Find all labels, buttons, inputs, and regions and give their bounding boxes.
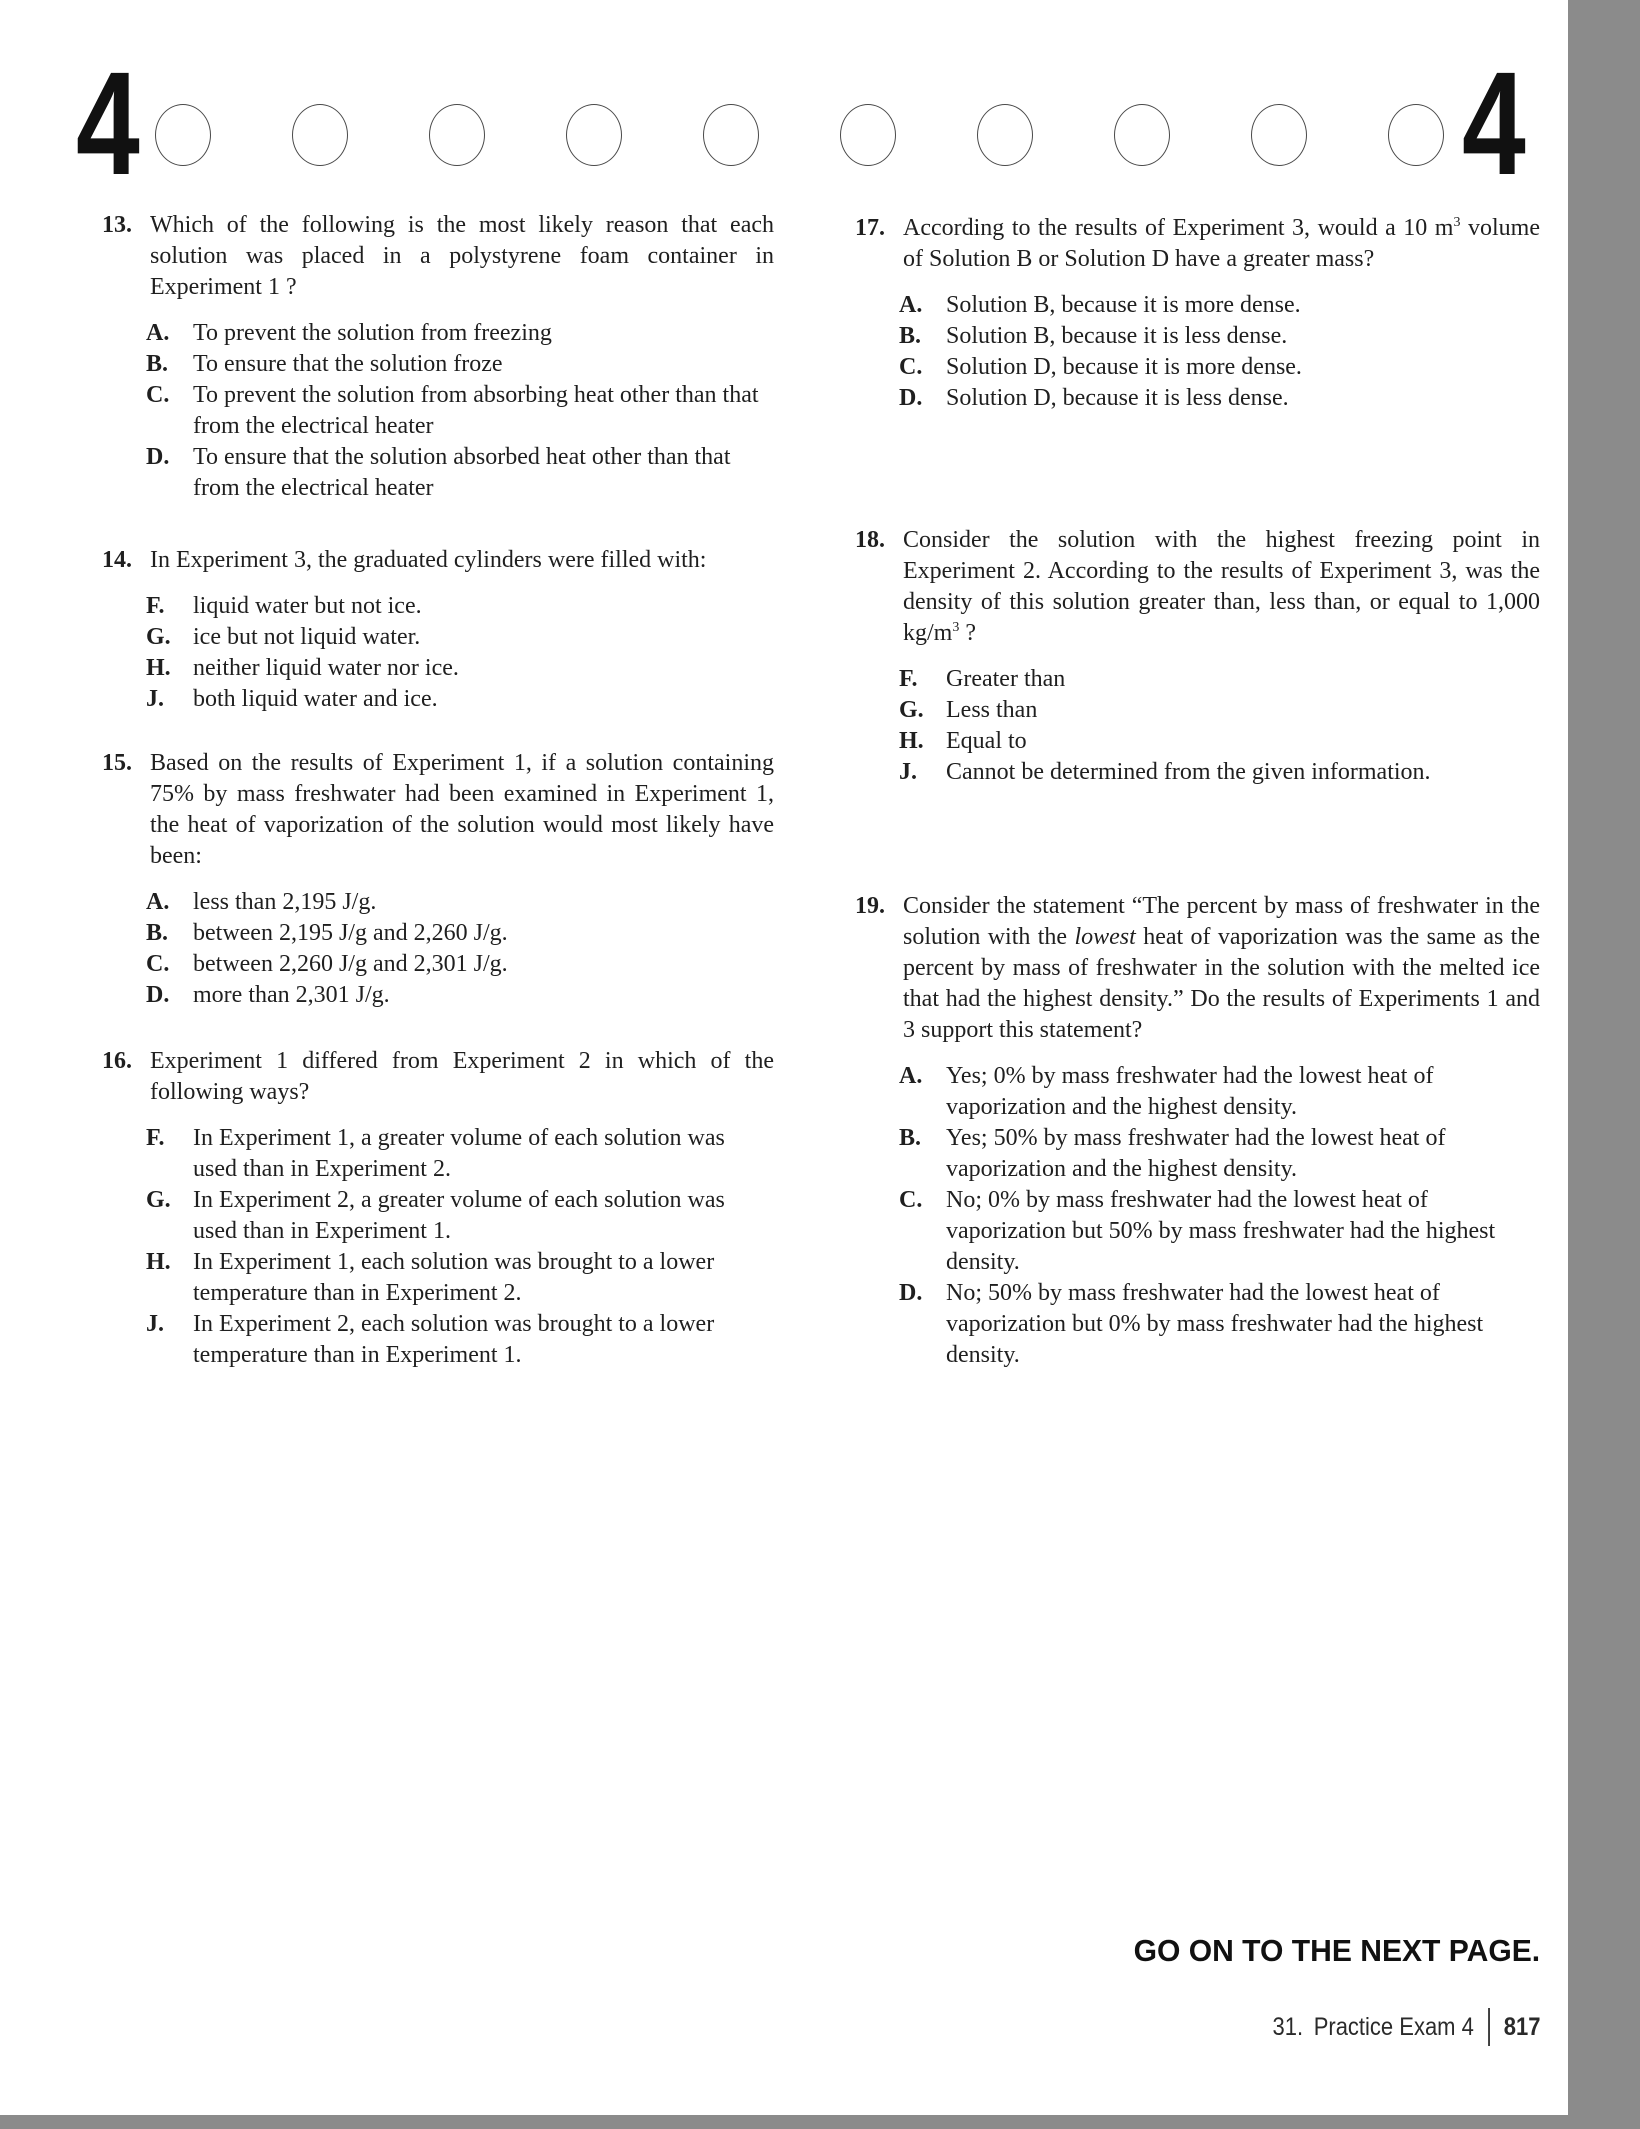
question-text-span: According to the results of Experiment 3, would a 10 m bbox=[903, 215, 1454, 241]
option-letter: J. bbox=[899, 759, 917, 785]
option-text: less than 2,195 J/g. bbox=[193, 889, 377, 915]
option-letter: B. bbox=[146, 351, 169, 377]
option-letter: J. bbox=[146, 1311, 164, 1337]
question-text-span: Which of the following is the most likely reason that each solution was placed in a polystyrene foam container in Experiment 1 ? bbox=[150, 212, 774, 300]
question-number: 14. bbox=[102, 547, 132, 573]
option-text: In Experiment 2, a greater volume of each solution was used than in Experiment 1. bbox=[193, 1187, 725, 1244]
question-text bbox=[150, 1046, 774, 1108]
option-text: both liquid water and ice. bbox=[193, 686, 438, 712]
answer-bubble bbox=[1388, 104, 1444, 166]
answer-bubble bbox=[1251, 104, 1307, 166]
question-number: 19. bbox=[855, 893, 885, 919]
option-text: between 2,195 J/g and 2,260 J/g. bbox=[193, 920, 508, 946]
option-text: Yes; 50% by mass freshwater had the lowest heat of vaporization and the highest density. bbox=[946, 1125, 1446, 1182]
option-text: In Experiment 1, a greater volume of each solution was used than in Experiment 2. bbox=[193, 1125, 725, 1182]
page-edge-gray-bottom-band bbox=[0, 2115, 1640, 2129]
option-text: Solution B, because it is more dense. bbox=[946, 292, 1301, 318]
answer-option bbox=[102, 349, 774, 380]
go-on-to-next-page-notice: GO ON TO THE NEXT PAGE. bbox=[1133, 1933, 1540, 1968]
answer-bubble bbox=[155, 104, 211, 166]
answer-bubble bbox=[566, 104, 622, 166]
question-text-span: Based on the results of Experiment 1, if a solution containing 75% by mass freshwater had been examined in Experiment 1, the heat of vaporization of the solution would most likely have been: bbox=[150, 750, 774, 869]
option-text: To ensure that the solution absorbed heat other than that from the electrical heater bbox=[193, 444, 731, 501]
option-text: between 2,260 J/g and 2,301 J/g. bbox=[193, 951, 508, 977]
footer-section-number: 31. bbox=[1272, 2012, 1303, 2041]
answer-option bbox=[102, 318, 774, 349]
answer-option bbox=[855, 290, 1540, 321]
option-text: To prevent the solution from freezing bbox=[193, 320, 552, 346]
answer-option bbox=[102, 684, 774, 715]
option-letter: A. bbox=[146, 889, 170, 915]
answer-option bbox=[855, 352, 1540, 383]
question-text bbox=[903, 213, 1540, 275]
answer-bubble bbox=[977, 104, 1033, 166]
option-text: liquid water but not ice. bbox=[193, 593, 422, 619]
page-edge-gray-sidebar bbox=[1568, 0, 1640, 2129]
question-number: 15. bbox=[102, 750, 132, 776]
options-list bbox=[855, 290, 1540, 414]
option-letter: G. bbox=[146, 1187, 171, 1213]
option-letter: D. bbox=[146, 444, 170, 470]
superscript: 3 bbox=[952, 620, 960, 635]
option-text: Greater than bbox=[946, 666, 1066, 692]
answer-option bbox=[855, 383, 1540, 414]
option-letter: B. bbox=[899, 1125, 922, 1151]
option-text: Equal to bbox=[946, 728, 1027, 754]
page-footer bbox=[1272, 2008, 1540, 2046]
option-text: In Experiment 2, each solution was brought to a lower temperature than in Experiment 1. bbox=[193, 1311, 715, 1368]
answer-option bbox=[102, 980, 774, 1011]
answer-option bbox=[855, 1123, 1540, 1185]
answer-option bbox=[102, 918, 774, 949]
answer-option bbox=[102, 591, 774, 622]
answer-option bbox=[102, 622, 774, 653]
option-text: Solution D, because it is less dense. bbox=[946, 385, 1289, 411]
superscript: 3 bbox=[1453, 215, 1461, 230]
option-letter: A. bbox=[899, 292, 923, 318]
option-text: Yes; 0% by mass freshwater had the lowest heat of vaporization and the highest density. bbox=[946, 1063, 1434, 1120]
question-number: 17. bbox=[855, 215, 885, 241]
italic-word: lowest bbox=[1074, 924, 1136, 950]
options-list bbox=[855, 1061, 1540, 1371]
question-text bbox=[150, 210, 774, 303]
options-list bbox=[855, 664, 1540, 788]
option-letter: H. bbox=[899, 728, 924, 754]
question-16 bbox=[102, 1046, 774, 1371]
question-text-span: Consider the solution with the highest freezing point in Experiment 2. According to the results of Experiment 3, was the density of this solution greater than, less than, or equal to 1,000 kg/m bbox=[903, 527, 1540, 646]
answer-bubble bbox=[292, 104, 348, 166]
answer-bubble bbox=[429, 104, 485, 166]
answer-option bbox=[855, 1061, 1540, 1123]
question-text bbox=[903, 525, 1540, 649]
section-number-left: 4 bbox=[76, 42, 137, 206]
footer-section-title: Practice Exam 4 bbox=[1313, 2012, 1474, 2041]
option-letter: F. bbox=[146, 593, 165, 619]
question-number: 16. bbox=[102, 1048, 132, 1074]
option-letter: C. bbox=[899, 1187, 923, 1213]
option-text: No; 0% by mass freshwater had the lowest heat of vaporization but 50% by mass freshwater had the highest density. bbox=[946, 1187, 1496, 1275]
answer-option bbox=[855, 1278, 1540, 1371]
option-letter: B. bbox=[899, 323, 922, 349]
options-list bbox=[102, 1123, 774, 1371]
option-letter: F. bbox=[899, 666, 918, 692]
option-text: To ensure that the solution froze bbox=[193, 351, 503, 377]
answer-option bbox=[102, 1247, 774, 1309]
answer-option bbox=[855, 757, 1540, 788]
option-letter: G. bbox=[899, 697, 924, 723]
question-text-span: ? bbox=[959, 620, 976, 646]
option-text: Cannot be determined from the given information. bbox=[946, 759, 1431, 785]
option-letter: H. bbox=[146, 1249, 171, 1275]
option-letter: G. bbox=[146, 624, 171, 650]
answer-option bbox=[855, 726, 1540, 757]
question-text-span: Experiment 1 differed from Experiment 2 in which of the following ways? bbox=[150, 1048, 774, 1105]
option-text: To prevent the solution from absorbing heat other than that from the electrical heater bbox=[193, 382, 759, 439]
answer-option bbox=[855, 664, 1540, 695]
option-text: In Experiment 1, each solution was brought to a lower temperature than in Experiment 2. bbox=[193, 1249, 715, 1306]
answer-option bbox=[855, 695, 1540, 726]
answer-option bbox=[102, 1309, 774, 1371]
answer-option bbox=[855, 321, 1540, 352]
option-letter: D. bbox=[899, 385, 923, 411]
answer-option bbox=[102, 653, 774, 684]
answer-option bbox=[102, 380, 774, 442]
question-15 bbox=[102, 748, 774, 1011]
option-letter: D. bbox=[146, 982, 170, 1008]
question-number: 18. bbox=[855, 527, 885, 553]
answer-option bbox=[102, 442, 774, 504]
question-number: 13. bbox=[102, 212, 132, 238]
question-text-span: heat of vaporization was the same as the percent by mass of freshwater in the solution with the melted ice that had the highest density.” Do the results of Experiments 1 and 3 support this statement? bbox=[903, 924, 1540, 1043]
question-text-span: In Experiment 3, the graduated cylinders were filled with: bbox=[150, 547, 707, 573]
question-text-span: volume of Solution B or Solution D have a greater mass? bbox=[903, 215, 1540, 272]
answer-bubble bbox=[703, 104, 759, 166]
question-14 bbox=[102, 545, 774, 715]
answer-option bbox=[102, 1123, 774, 1185]
answer-bubble bbox=[840, 104, 896, 166]
option-letter: A. bbox=[899, 1063, 923, 1089]
footer-page-number: 817 bbox=[1503, 2012, 1540, 2041]
answer-bubble bbox=[1114, 104, 1170, 166]
question-19 bbox=[855, 891, 1540, 1371]
option-text: Less than bbox=[946, 697, 1038, 723]
question-17 bbox=[855, 213, 1540, 414]
section-number-right: 4 bbox=[1462, 42, 1523, 206]
option-letter: C. bbox=[146, 951, 170, 977]
option-text: Solution D, because it is more dense. bbox=[946, 354, 1302, 380]
answer-option bbox=[102, 1185, 774, 1247]
option-text: ice but not liquid water. bbox=[193, 624, 421, 650]
question-18 bbox=[855, 525, 1540, 788]
option-text: more than 2,301 J/g. bbox=[193, 982, 390, 1008]
option-text: Solution B, because it is less dense. bbox=[946, 323, 1288, 349]
options-list bbox=[102, 318, 774, 504]
option-letter: B. bbox=[146, 920, 169, 946]
answer-option bbox=[855, 1185, 1540, 1278]
question-text bbox=[150, 748, 774, 872]
option-letter: A. bbox=[146, 320, 170, 346]
option-letter: F. bbox=[146, 1125, 165, 1151]
option-letter: H. bbox=[146, 655, 171, 681]
question-text bbox=[150, 545, 774, 576]
option-text: neither liquid water nor ice. bbox=[193, 655, 459, 681]
option-letter: J. bbox=[146, 686, 164, 712]
option-letter: D. bbox=[899, 1280, 923, 1306]
question-13 bbox=[102, 210, 774, 504]
question-text bbox=[903, 891, 1540, 1046]
option-letter: C. bbox=[146, 382, 170, 408]
question-text-span: Consider the statement “The percent by mass of freshwater in the solution with the bbox=[903, 893, 1540, 950]
options-list bbox=[102, 591, 774, 715]
options-list bbox=[102, 887, 774, 1011]
footer-separator bbox=[1487, 2008, 1489, 2046]
option-letter: C. bbox=[899, 354, 923, 380]
option-text: No; 50% by mass freshwater had the lowest heat of vaporization but 0% by mass freshwater had the highest density. bbox=[946, 1280, 1484, 1368]
answer-option bbox=[102, 949, 774, 980]
answer-option bbox=[102, 887, 774, 918]
